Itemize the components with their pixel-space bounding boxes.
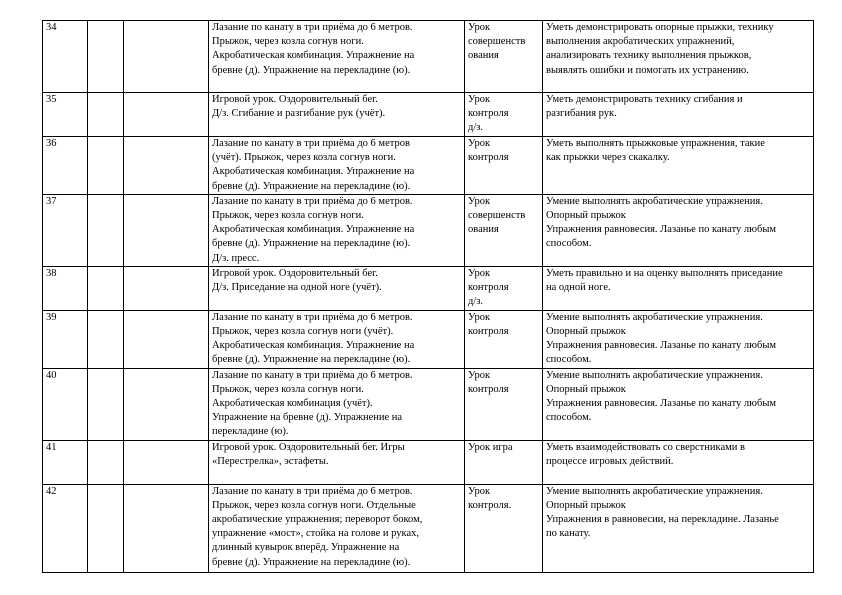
- lesson-type-cell-line: ования: [468, 224, 499, 236]
- lesson-content-cell-line: Лазание по канату в три приёма до 6 метров.: [212, 369, 413, 381]
- lesson-type-cell: [465, 484, 543, 572]
- table-row: [43, 310, 814, 368]
- requirements-cell: [543, 93, 814, 137]
- lesson-content-cell-line: Лазание по канату в три приёма до 6 метров: [212, 138, 410, 149]
- requirements-cell: [543, 310, 814, 368]
- requirements-cell-line: способом.: [546, 354, 592, 366]
- requirements-cell: [543, 440, 814, 484]
- requirements-cell: [543, 484, 814, 572]
- lesson-number-cell: 39: [43, 310, 88, 368]
- empty-cell: [124, 266, 209, 310]
- lesson-content-cell-line: Акробатическая комбинация. Упражнение на: [212, 224, 415, 236]
- empty-cell: [124, 93, 209, 137]
- requirements-cell: [543, 368, 814, 440]
- requirements-cell-line: Опорный прыжок: [546, 210, 626, 222]
- lesson-content-cell-line: бревне (д). Упражнение на перекладине (ю).: [212, 64, 411, 76]
- requirements-cell-line: выявлять ошибки и помогать их устранению.: [546, 64, 749, 76]
- lesson-content-cell-line: бревне (д). Упражнение на перекладине (ю).: [212, 180, 411, 192]
- lesson-content-cell-line: Д/з. Сгибание и разгибание рук (учёт).: [212, 108, 386, 120]
- lesson-plan-table: [42, 20, 814, 573]
- requirements-cell-line: разгибания рук.: [546, 108, 617, 120]
- empty-cell: [124, 484, 209, 572]
- requirements-cell-line: Уметь демонстрировать опорные прыжки, технику: [546, 22, 774, 33]
- requirements-cell-line: способом.: [546, 412, 592, 424]
- lesson-content-cell-line: Игровой урок. Оздоровительный бег.: [212, 267, 378, 279]
- lesson-content-cell-line: упражнение «мост», стойка на голове и руках,: [212, 528, 420, 540]
- requirements-cell: [543, 137, 814, 195]
- lesson-content-cell-line: Д/з. Приседание на одной ноге (учёт).: [212, 282, 382, 294]
- lesson-type-cell-line: контроля: [468, 152, 509, 164]
- lesson-content-cell-line: Акробатическая комбинация. Упражнение на: [212, 50, 415, 62]
- lesson-content-cell-line: Прыжок, через козла согнув ноги.: [212, 210, 364, 222]
- lesson-type-cell-line: Урок: [468, 94, 491, 105]
- lesson-plan-body: [43, 21, 814, 573]
- lesson-type-cell: [465, 137, 543, 195]
- requirements-cell-line: выполнения акробатических упражнений,: [546, 36, 735, 48]
- lesson-type-cell-line: контроля: [468, 282, 509, 294]
- empty-cell: [124, 137, 209, 195]
- lesson-content-cell: [209, 310, 465, 368]
- lesson-content-cell-line: Акробатическая комбинация. Упражнение на: [212, 166, 415, 178]
- lesson-type-cell: [465, 440, 543, 484]
- lesson-content-cell-line: Лазание по канату в три приёма до 6 метров.: [212, 195, 413, 207]
- lesson-content-cell: [209, 21, 465, 93]
- lesson-type-cell-line: Урок: [468, 195, 491, 207]
- empty-cell: [124, 368, 209, 440]
- requirements-cell-line: Опорный прыжок: [546, 383, 626, 395]
- requirements-cell-line: по канату.: [546, 528, 591, 540]
- lesson-type-cell-line: контроля: [468, 383, 509, 395]
- requirements-cell-line: Опорный прыжок: [546, 499, 626, 511]
- lesson-number-cell: 37: [43, 194, 88, 266]
- empty-cell: [88, 21, 124, 93]
- lesson-content-cell-line: Игровой урок. Оздоровительный бег.: [212, 94, 378, 105]
- lesson-type-cell-line: Урок: [468, 369, 491, 381]
- lesson-content-cell-line: Прыжок, через козла согнув ноги (учёт).: [212, 326, 394, 338]
- lesson-number-cell: 38: [43, 266, 88, 310]
- lesson-type-cell-line: контроля.: [468, 499, 512, 511]
- lesson-content-cell-line: перекладине (ю).: [212, 426, 289, 438]
- lesson-type-cell: [465, 194, 543, 266]
- lesson-type-cell: [465, 21, 543, 93]
- lesson-type-cell-line: Урок: [468, 485, 491, 497]
- requirements-cell-line: Умение выполнять акробатические упражнения.: [546, 485, 763, 497]
- requirements-cell-line: Упражнения равновесия. Лазанье по канату любым: [546, 398, 777, 410]
- lesson-type-cell-line: Урок игра: [468, 441, 513, 453]
- table-row: [43, 484, 814, 572]
- requirements-cell-line: Уметь взаимодействовать со сверстниками в: [546, 441, 745, 453]
- lesson-content-cell-line: бревне (д). Упражнение на перекладине (ю).: [212, 556, 411, 568]
- table-row: [43, 440, 814, 484]
- requirements-cell: [543, 21, 814, 93]
- lesson-content-cell-line: Упражнение на бревне (д). Упражнение на: [212, 412, 403, 424]
- empty-cell: [124, 440, 209, 484]
- lesson-content-cell-line: «Перестрелка», эстафеты.: [212, 455, 329, 467]
- empty-cell: [88, 310, 124, 368]
- table-row: [43, 266, 814, 310]
- lesson-number-cell: 40: [43, 368, 88, 440]
- lesson-content-cell: [209, 266, 465, 310]
- table-row: [43, 194, 814, 266]
- lesson-content-cell: [209, 93, 465, 137]
- empty-cell: [88, 137, 124, 195]
- requirements-cell-line: анализировать технику выполнения прыжков,: [546, 50, 752, 62]
- lesson-content-cell-line: (учёт). Прыжок, через козла согнув ноги.: [212, 152, 396, 164]
- lesson-content-cell-line: Лазание по канату в три приёма до 6 метров.: [212, 485, 413, 497]
- lesson-content-cell: [209, 440, 465, 484]
- requirements-cell-line: Уметь демонстрировать технику сгибания и: [546, 94, 743, 105]
- lesson-type-cell-line: д/з.: [468, 122, 484, 134]
- empty-cell: [88, 93, 124, 137]
- empty-cell: [124, 21, 209, 93]
- lesson-number-cell: 34: [43, 21, 88, 93]
- lesson-content-cell-line: акробатические упражнения; переворот боком,: [212, 514, 423, 526]
- lesson-content-cell: [209, 137, 465, 195]
- empty-cell: [88, 266, 124, 310]
- lesson-type-cell: [465, 266, 543, 310]
- lesson-content-cell: [209, 484, 465, 572]
- requirements-cell-line: на одной ноге.: [546, 282, 611, 294]
- table-row: [43, 93, 814, 137]
- lesson-content-cell: [209, 194, 465, 266]
- lesson-type-cell-line: ования: [468, 50, 499, 62]
- requirements-cell-line: Уметь правильно и на оценку выполнять приседание: [546, 267, 783, 279]
- requirements-cell-line: Умение выполнять акробатические упражнения.: [546, 195, 763, 207]
- requirements-cell-line: Упражнения равновесия. Лазанье по канату любым: [546, 224, 777, 236]
- lesson-type-cell: [465, 310, 543, 368]
- requirements-cell-line: Опорный прыжок: [546, 326, 626, 338]
- lesson-type-cell-line: д/з.: [468, 296, 484, 308]
- requirements-cell-line: как прыжки через скакалку.: [546, 152, 670, 164]
- lesson-content-cell-line: бревне (д). Упражнение на перекладине (ю).: [212, 354, 411, 366]
- lesson-type-cell-line: Урок: [468, 267, 491, 279]
- empty-cell: [88, 484, 124, 572]
- lesson-type-cell-line: Урок: [468, 22, 491, 33]
- lesson-content-cell-line: Прыжок, через козла согнув ноги.: [212, 36, 364, 48]
- table-row: [43, 137, 814, 195]
- lesson-type-cell: [465, 93, 543, 137]
- lesson-content-cell-line: Прыжок, через козла согнув ноги. Отдельные: [212, 499, 416, 511]
- lesson-content-cell-line: Игровой урок. Оздоровительный бег. Игры: [212, 441, 405, 453]
- lesson-content-cell-line: Прыжок, через козла согнув ноги.: [212, 383, 364, 395]
- lesson-type-cell-line: Урок: [468, 138, 491, 149]
- lesson-content-cell-line: Акробатическая комбинация. Упражнение на: [212, 340, 415, 352]
- requirements-cell-line: Умение выполнять акробатические упражнения.: [546, 369, 763, 381]
- lesson-number-cell: 35: [43, 93, 88, 137]
- requirements-cell: [543, 194, 814, 266]
- lesson-content-cell-line: длинный кувырок вперёд. Упражнение на: [212, 542, 400, 554]
- empty-cell: [88, 440, 124, 484]
- requirements-cell-line: Умение выполнять акробатические упражнения.: [546, 311, 763, 323]
- lesson-number-cell: 36: [43, 137, 88, 195]
- table-row: [43, 368, 814, 440]
- lesson-type-cell-line: совершенств: [468, 36, 526, 48]
- empty-cell: [124, 194, 209, 266]
- lesson-type-cell: [465, 368, 543, 440]
- lesson-content-cell-line: Д/з. пресс.: [212, 252, 260, 264]
- requirements-cell-line: способом.: [546, 238, 592, 250]
- requirements-cell: [543, 266, 814, 310]
- empty-cell: [88, 368, 124, 440]
- lesson-type-cell-line: Урок: [468, 311, 491, 323]
- lesson-type-cell-line: контроля: [468, 326, 509, 338]
- empty-cell: [88, 194, 124, 266]
- lesson-content-cell-line: бревне (д). Упражнение на перекладине (ю).: [212, 238, 411, 250]
- empty-cell: [124, 310, 209, 368]
- requirements-cell-line: Упражнения равновесия. Лазанье по канату любым: [546, 340, 777, 352]
- lesson-content-cell: [209, 368, 465, 440]
- lesson-content-cell-line: Лазание по канату в три приёма до 6 метров.: [212, 311, 413, 323]
- lesson-number-cell: 41: [43, 440, 88, 484]
- requirements-cell-line: Уметь выполнять прыжковые упражнения, такие: [546, 138, 765, 149]
- table-row: [43, 21, 814, 93]
- lesson-type-cell-line: контроля: [468, 108, 509, 120]
- lesson-content-cell-line: Лазание по канату в три приёма до 6 метров.: [212, 22, 413, 33]
- requirements-cell-line: процессе игровых действий.: [546, 455, 674, 467]
- lesson-type-cell-line: совершенств: [468, 210, 526, 222]
- lesson-number-cell: 42: [43, 484, 88, 572]
- lesson-content-cell-line: Акробатическая комбинация (учёт).: [212, 398, 373, 410]
- requirements-cell-line: Упражнения в равновесии, на перекладине. Лазанье: [546, 514, 779, 526]
